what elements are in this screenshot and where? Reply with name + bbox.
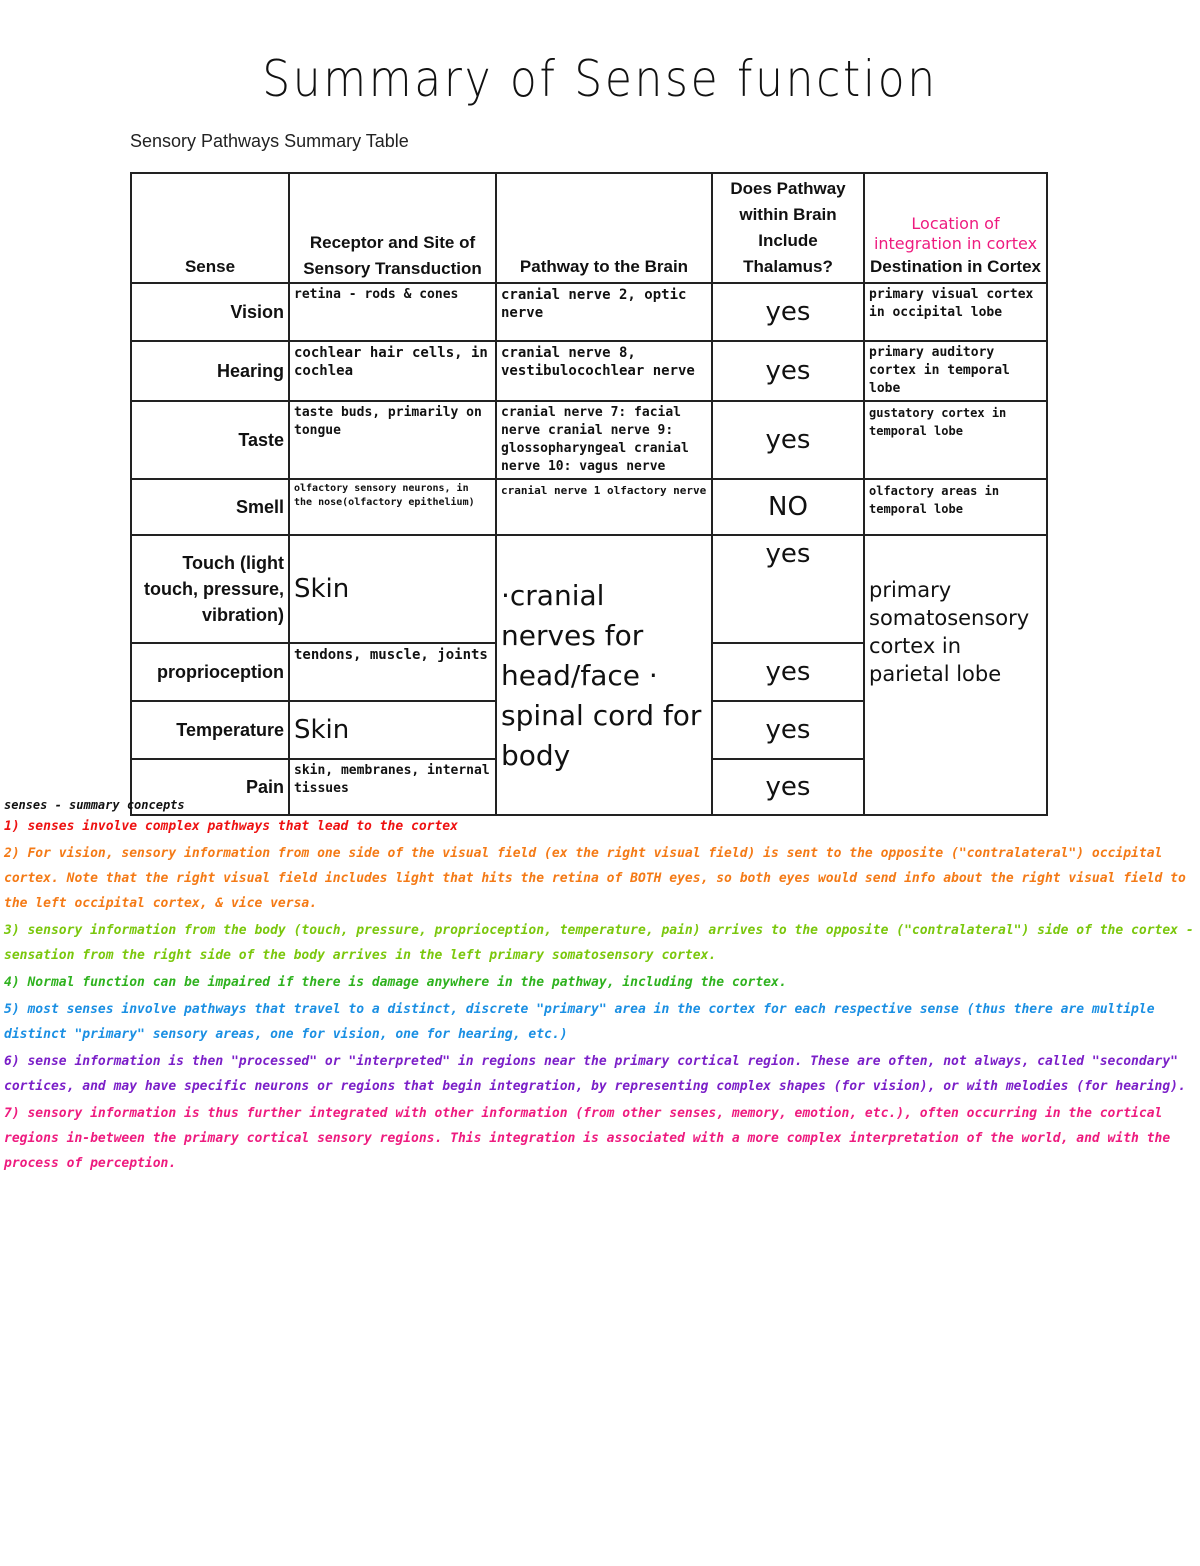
cortex-smell: olfactory areas in temporal lobe: [864, 479, 1047, 535]
thalamus-vision: yes: [712, 283, 864, 341]
receptor-touch: Skin: [289, 535, 496, 643]
thalamus-smell: NO: [712, 479, 864, 535]
receptor-pain: skin, membranes, internal tissues: [289, 759, 496, 815]
note-5: 5) most senses involve pathways that travel to a distinct, discrete "primary" area in the cortex for each respective sense (thus there are multiple distinct "primary" sensory areas, one for vision, one for hearing, etc.): [4, 1002, 1155, 1042]
sensory-pathways-table: [130, 172, 1048, 816]
cortex-taste: gustatory cortex in temporal lobe: [864, 401, 1047, 479]
receptor-proprioception: tendons, muscle, joints: [289, 643, 496, 701]
pathway-vision: cranial nerve 2, optic nerve: [496, 283, 712, 341]
receptor-temperature: Skin: [289, 701, 496, 759]
table-row: [131, 283, 1047, 341]
header-thalamus: Does Pathway within Brain Include Thalamus?: [712, 173, 864, 283]
note-1: 1) senses involve complex pathways that lead to the cortex: [4, 819, 458, 834]
note-3: 3) sensory information from the body (touch, pressure, proprioception, temperature, pain) arrives to the opposite ("contralateral") side of the cortex - sensation from the right side of the body arrives in the left primary somatosensory cortex.: [4, 923, 1194, 963]
thalamus-touch: yes: [712, 535, 864, 643]
thalamus-taste: yes: [712, 401, 864, 479]
page-title: Summary of Sense function: [262, 50, 938, 108]
cortex-vision: primary visual cortex in occipital lobe: [864, 283, 1047, 341]
thalamus-proprioception: yes: [712, 643, 864, 701]
receptor-smell: olfactory sensory neurons, in the nose(olfactory epithelium): [289, 479, 496, 535]
integration-annotation: Location of integration in cortex: [873, 214, 1038, 253]
receptor-vision: retina - rods & cones: [289, 283, 496, 341]
notes-heading: senses - summary concepts: [4, 798, 185, 812]
table-caption: Sensory Pathways Summary Table: [130, 131, 409, 151]
sense-temperature: Temperature: [131, 701, 289, 759]
thalamus-hearing: yes: [712, 341, 864, 401]
receptor-taste: taste buds, primarily on tongue: [289, 401, 496, 479]
sense-smell: Smell: [131, 479, 289, 535]
header-sense: Sense: [131, 173, 289, 283]
pathway-somatic-text: ·cranial nerves for head/face · spinal cord for body: [501, 579, 702, 772]
pathway-hearing: cranial nerve 8, vestibulocochlear nerve: [496, 341, 712, 401]
thalamus-temperature: yes: [712, 701, 864, 759]
sense-pain: Pain: [131, 759, 289, 815]
thalamus-pain: yes: [712, 759, 864, 815]
table-row: [131, 535, 1047, 643]
summary-notes: [4, 796, 1194, 1178]
cortex-hearing: primary auditory cortex in temporal lobe: [864, 341, 1047, 401]
pathway-taste: cranial nerve 7: facial nerve cranial nerve 9: glossopharyngeal cranial nerve 10: vagus nerve: [496, 401, 712, 479]
note-7: 7) sensory information is thus further integrated with other information (from other senses, memory, emotion, etc.), often occurring in the cortical regions in-between the primary cortical sensory regions. This integration is associated with a more complex interpretation of the world, and with the process of perception.: [4, 1106, 1171, 1171]
table-row: [131, 479, 1047, 535]
sense-taste: Taste: [131, 401, 289, 479]
pathway-somatic: [496, 535, 712, 815]
header-receptor: Receptor and Site of Sensory Transduction: [289, 173, 496, 283]
header-cortex: [864, 173, 1047, 283]
header-pathway: Pathway to the Brain: [496, 173, 712, 283]
sense-vision: Vision: [131, 283, 289, 341]
sense-proprioception: proprioception: [131, 643, 289, 701]
sense-touch: Touch (light touch, pressure, vibration): [131, 535, 289, 643]
receptor-hearing: cochlear hair cells, in cochlea: [289, 341, 496, 401]
sense-hearing: Hearing: [131, 341, 289, 401]
note-2: 2) For vision, sensory information from one side of the visual field (ex the right visual field) is sent to the opposite ("contralateral") occipital cortex. Note that the right visual field includes light that hits the retina of BOTH eyes, so both eyes would send info about the right visual field to the left occipital cortex, & vice versa.: [4, 846, 1186, 911]
cortex-somatic-text: primary somatosensory cortex in parietal lobe: [869, 578, 1030, 686]
table-row: [131, 401, 1047, 479]
note-4: 4) Normal function can be impaired if there is damage anywhere in the pathway, including the cortex.: [4, 975, 787, 990]
cortex-somatic: [864, 535, 1047, 815]
pathway-smell: cranial nerve 1 olfactory nerve: [496, 479, 712, 535]
note-6: 6) sense information is then "processed" or "interpreted" in regions near the primary cortical region. These are often, not always, called "secondary" cortices, and may have specific neurons or regions that begin integration, by representing complex shapes (for vision), or with melodies (for hearing).: [4, 1054, 1186, 1094]
header-cortex-label: Destination in Cortex: [870, 257, 1041, 276]
table-row: [131, 341, 1047, 401]
table-header-row: [131, 173, 1047, 283]
